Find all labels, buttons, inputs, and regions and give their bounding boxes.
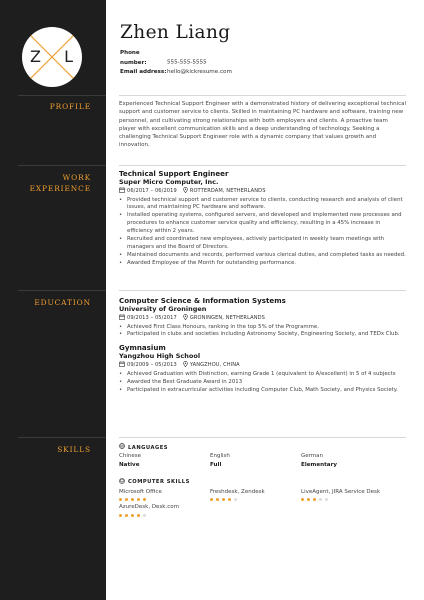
sidebar-divider bbox=[18, 290, 106, 291]
degree-title: Computer Science & Information Systems bbox=[119, 296, 286, 305]
list-item: • Provided technical support and customer service to clients, conducting research and analysis of client issues, and maintaining PC hardware and software. bbox=[119, 197, 406, 213]
degree-title: Gymnasium bbox=[119, 343, 166, 353]
list-item: • Awarded Employee of the Month for outstanding performance. bbox=[119, 260, 406, 268]
education-meta bbox=[119, 361, 406, 370]
education-location: YANGZHOU, CHINA bbox=[189, 362, 240, 369]
skills-section bbox=[119, 443, 406, 517]
education-dates: 09/2009 – 05/2013 bbox=[127, 362, 177, 369]
education-location: GRONINGEN, NETHERLANDS bbox=[189, 315, 265, 321]
location-pin-icon bbox=[183, 314, 188, 323]
computer-skills-heading-label: COMPUTER SKILLS bbox=[128, 479, 190, 485]
work-section bbox=[119, 169, 406, 268]
skill-item bbox=[119, 504, 210, 517]
skill-name: Microsoft Office bbox=[119, 488, 162, 495]
rating-dot-filled bbox=[228, 498, 231, 501]
education-section bbox=[119, 296, 406, 395]
education-entry bbox=[119, 296, 406, 339]
rating-dot-filled bbox=[313, 498, 316, 501]
section-divider bbox=[119, 290, 406, 291]
language-name: English bbox=[210, 453, 230, 459]
list-item: • Achieved First Class Honours, ranking in the top 5% of the Programme. bbox=[119, 324, 406, 332]
rating-dot-filled bbox=[222, 498, 225, 501]
education-dates: 09/2013 – 05/2017 bbox=[127, 315, 177, 321]
email-row bbox=[120, 68, 232, 78]
rating-dot-filled bbox=[119, 498, 122, 501]
language-level: Native bbox=[119, 461, 140, 468]
education-bullets bbox=[119, 324, 406, 340]
language-level: Full bbox=[210, 461, 222, 468]
rating-dot-filled bbox=[125, 514, 128, 517]
skill-rating bbox=[119, 498, 210, 501]
languages-list bbox=[119, 453, 406, 469]
language-item bbox=[210, 453, 301, 469]
rating-dot-filled bbox=[137, 514, 140, 517]
section-label-work: WORK EXPERIENCE bbox=[29, 173, 91, 193]
location-pin-icon bbox=[183, 361, 188, 370]
rating-dot-empty bbox=[325, 498, 328, 501]
rating-dot-empty bbox=[319, 498, 322, 501]
phone-label: Phone number: bbox=[120, 50, 147, 66]
rating-dot-filled bbox=[216, 498, 219, 501]
list-item: • Installed operating systems, configured servers, and developed and implemented new processes and procedures to enhance customer service quality and efficiency, resulting in a 45% increase in efficiency within 2 years. bbox=[119, 212, 406, 236]
language-name: German bbox=[301, 453, 324, 459]
rating-dot-filled bbox=[301, 498, 304, 501]
skill-name: Freshdesk, Zendesk bbox=[210, 488, 265, 495]
list-item: • Participated in clubs and societies including Astronomy Society, Engineering Society, and TEDx Club. bbox=[119, 331, 406, 339]
rating-dot-filled bbox=[210, 498, 213, 501]
computer-skills-heading bbox=[119, 478, 406, 487]
monogram-right-letter: L bbox=[64, 47, 73, 66]
rating-dot-filled bbox=[125, 498, 128, 501]
list-item: • Achieved Graduation with Distinction, earning Grade 1 (equivalent to A/excellent) in 5 of 4 subjects bbox=[119, 371, 406, 379]
skill-item bbox=[301, 489, 392, 502]
skill-item bbox=[210, 489, 301, 502]
candidate-name: Zhen Liang bbox=[120, 22, 231, 43]
section-divider bbox=[119, 165, 406, 166]
globe-icon bbox=[119, 443, 125, 452]
skill-rating bbox=[301, 498, 392, 501]
sidebar bbox=[0, 0, 106, 600]
skill-item bbox=[119, 489, 210, 502]
section-label-education: EDUCATION bbox=[34, 298, 91, 307]
list-item: • Maintained documents and records, performed various clerical duties, and completed tasks as needed. bbox=[119, 252, 406, 260]
rating-dot-filled bbox=[119, 514, 122, 517]
email-value: hello@kickresume.com bbox=[167, 69, 232, 75]
rating-dot-filled bbox=[307, 498, 310, 501]
sidebar-divider bbox=[18, 95, 106, 96]
profile-section bbox=[119, 100, 406, 150]
company-name: Super Micro Computer, Inc. bbox=[119, 178, 219, 186]
monitor-icon bbox=[119, 478, 125, 487]
school-name: University of Groningen bbox=[119, 305, 207, 313]
section-divider bbox=[119, 95, 406, 96]
phone-value: 555-555-5555 bbox=[167, 59, 207, 66]
skill-name: AzureDesk, Desk.com bbox=[119, 504, 179, 511]
rating-dot-empty bbox=[143, 514, 146, 517]
sidebar-divider bbox=[18, 437, 106, 438]
skill-rating bbox=[210, 498, 301, 501]
calendar-icon bbox=[119, 314, 125, 323]
monogram-logo bbox=[22, 27, 82, 87]
email-label: Email address: bbox=[120, 69, 167, 75]
rating-dot-filled bbox=[131, 514, 134, 517]
skill-name: LiveAgent, JIRA Service Desk bbox=[301, 488, 381, 495]
languages-heading-label: LANGUAGES bbox=[128, 444, 169, 451]
rating-dot-empty bbox=[234, 498, 237, 501]
section-label-skills: SKILLS bbox=[57, 445, 91, 454]
profile-summary: Experienced Technical Support Engineer with a demonstrated history of delivering exceptional technical support and customer service to clients. Skilled in maintaining PC hardware and software, training new personnel, and cultivating strong relationships with both employers and clients. A proactive team player with excellent communication skills and a deep understanding of technology. Seeking a challenging Technical Support Engineer role with a dynamic company that values growth and innovation. bbox=[119, 101, 407, 149]
rating-dot-filled bbox=[131, 498, 134, 501]
job-meta bbox=[119, 187, 406, 196]
section-label-profile: PROFILE bbox=[49, 102, 91, 111]
resume-header bbox=[120, 22, 232, 78]
rating-dot-filled bbox=[143, 498, 146, 501]
calendar-icon bbox=[119, 361, 125, 370]
language-name: Chinese bbox=[119, 453, 141, 459]
list-item: • Awarded the Best Graduate Award in 2013 bbox=[119, 379, 406, 387]
language-item bbox=[301, 453, 392, 469]
job-dates: 06/2017 – 06/2019 bbox=[127, 188, 177, 194]
job-location: ROTTERDAM, NETHERLANDS bbox=[189, 188, 266, 194]
education-meta bbox=[119, 314, 406, 323]
phone-row bbox=[120, 49, 232, 68]
education-bullets bbox=[119, 371, 406, 395]
language-level: Elementary bbox=[301, 461, 337, 468]
section-divider bbox=[119, 437, 406, 438]
location-pin-icon bbox=[183, 187, 188, 196]
school-name: Yangzhou High School bbox=[119, 352, 201, 361]
rating-dot-filled bbox=[137, 498, 140, 501]
computer-skills-list bbox=[119, 489, 406, 518]
contact-info bbox=[120, 49, 232, 78]
monogram-left-letter: Z bbox=[30, 47, 41, 66]
calendar-icon bbox=[119, 187, 125, 196]
education-entry bbox=[119, 343, 406, 394]
list-item: • Participated in extracurricular activities including Computer Club, Math Society, and Physics Society. bbox=[119, 387, 406, 395]
sidebar-divider bbox=[18, 165, 106, 166]
list-item: • Recruited and coordinated new employees, actively participated in weekly team meetings with managers and the Board of Directors. bbox=[119, 236, 406, 252]
language-item bbox=[119, 453, 210, 469]
languages-heading bbox=[119, 443, 406, 452]
job-title: Technical Support Engineer bbox=[119, 169, 229, 178]
skill-rating bbox=[119, 514, 210, 517]
job-bullets bbox=[119, 197, 406, 268]
